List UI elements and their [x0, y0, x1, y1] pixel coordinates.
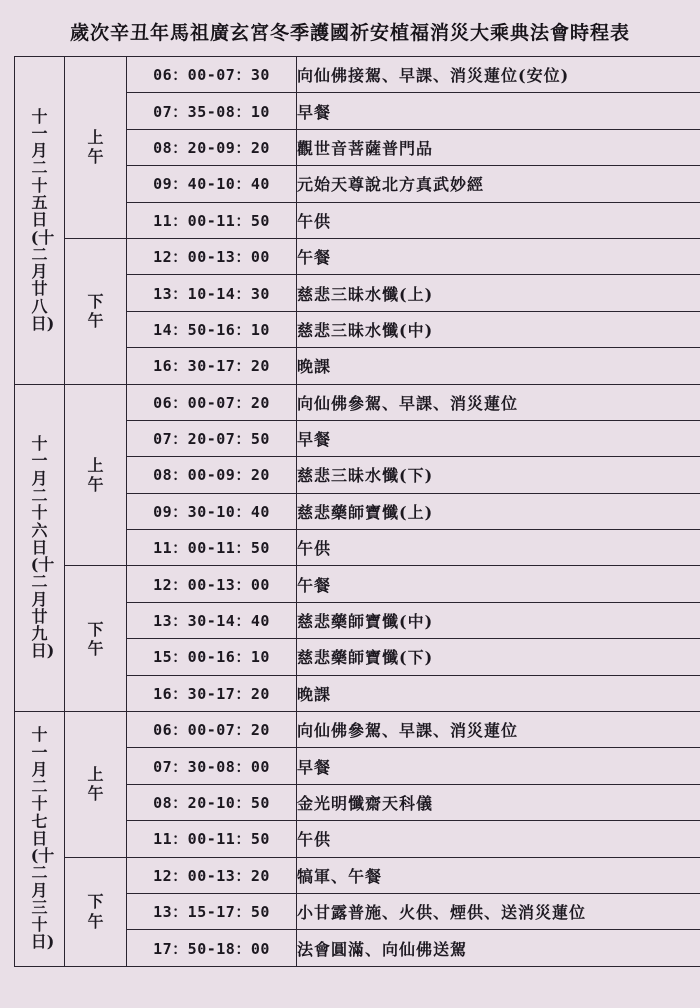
- activity-cell: 元始天尊說北方真武妙經: [297, 166, 700, 202]
- activity-cell: 法會圓滿、向仙佛送駕: [297, 930, 700, 966]
- day-date-label: 十一月二十七日(十二月三十日): [30, 725, 55, 952]
- time-cell: 16：30-17：20: [127, 675, 297, 711]
- activity-cell: 早餐: [297, 748, 700, 784]
- time-cell: 08：20-10：50: [127, 784, 297, 820]
- day-date-label: 十一月二十六日(十二月廿九日): [30, 434, 55, 661]
- time-cell: 07：35-08：10: [127, 93, 297, 129]
- time-cell: 06：00-07：20: [127, 384, 297, 420]
- schedule-body: [15, 57, 700, 967]
- activity-cell: 慈悲藥師寶懺(下): [297, 639, 700, 675]
- day-date-cell: [15, 384, 65, 712]
- period-label: 下午: [87, 292, 104, 331]
- table-row: [15, 857, 700, 893]
- time-cell: 08：00-09：20: [127, 457, 297, 493]
- time-cell: 09：40-10：40: [127, 166, 297, 202]
- activity-cell: 晚課: [297, 348, 700, 384]
- time-cell: 12：00-13：00: [127, 238, 297, 274]
- period-cell: [65, 238, 127, 384]
- activity-cell: 慈悲藥師寶懺(上): [297, 493, 700, 529]
- day-date-cell: [15, 57, 65, 385]
- time-cell: 14：50-16：10: [127, 311, 297, 347]
- period-label: 下午: [87, 619, 104, 658]
- time-cell: 13：10-14：30: [127, 275, 297, 311]
- time-cell: 11：00-11：50: [127, 530, 297, 566]
- time-cell: 16：30-17：20: [127, 348, 297, 384]
- period-cell: [65, 566, 127, 712]
- period-cell: [65, 712, 127, 858]
- activity-cell: 午供: [297, 202, 700, 238]
- time-cell: 17：50-18：00: [127, 930, 297, 966]
- table-row: [15, 57, 700, 93]
- time-cell: 06：00-07：30: [127, 57, 297, 93]
- activity-cell: 小甘露普施、火供、煙供、送消災蓮位: [297, 893, 700, 929]
- time-cell: 06：00-07：20: [127, 712, 297, 748]
- activity-cell: 向仙佛接駕、早課、消災蓮位(安位): [297, 57, 700, 93]
- period-cell: [65, 57, 127, 239]
- time-cell: 13：30-14：40: [127, 602, 297, 638]
- table-row: [15, 712, 700, 748]
- page-title: 歲次辛丑年馬祖廣玄宮冬季護國祈安植福消災大乘典法會時程表: [69, 22, 630, 44]
- activity-cell: 慈悲藥師寶懺(中): [297, 602, 700, 638]
- time-cell: 09：30-10：40: [127, 493, 297, 529]
- activity-cell: 早餐: [297, 420, 700, 456]
- day-date-label: 十一月二十五日(十二月廿八日): [30, 106, 55, 333]
- activity-cell: 向仙佛參駕、早課、消災蓮位: [297, 384, 700, 420]
- period-cell: [65, 384, 127, 566]
- activity-cell: 慈悲三昧水懺(中): [297, 311, 700, 347]
- period-label: 上午: [87, 128, 104, 167]
- time-cell: 15：00-16：10: [127, 639, 297, 675]
- period-label: 下午: [87, 892, 104, 931]
- period-label: 上午: [87, 765, 104, 804]
- time-cell: 12：00-13：20: [127, 857, 297, 893]
- activity-cell: 慈悲三昧水懺(下): [297, 457, 700, 493]
- activity-cell: 午餐: [297, 566, 700, 602]
- activity-cell: 晚課: [297, 675, 700, 711]
- schedule-table: [14, 56, 700, 967]
- activity-cell: 向仙佛參駕、早課、消災蓮位: [297, 712, 700, 748]
- period-label: 上午: [87, 455, 104, 494]
- activity-cell: 慈悲三昧水懺(上): [297, 275, 700, 311]
- table-row: [15, 566, 700, 602]
- time-cell: 11：00-11：50: [127, 821, 297, 857]
- table-row: [15, 384, 700, 420]
- activity-cell: 觀世音菩薩普門品: [297, 129, 700, 165]
- time-cell: 13：15-17：50: [127, 893, 297, 929]
- activity-cell: 犒軍、午餐: [297, 857, 700, 893]
- activity-cell: 午供: [297, 530, 700, 566]
- activity-cell: 金光明懺齋天科儀: [297, 784, 700, 820]
- activity-cell: 早餐: [297, 93, 700, 129]
- time-cell: 07：20-07：50: [127, 420, 297, 456]
- time-cell: 08：20-09：20: [127, 129, 297, 165]
- time-cell: 07：30-08：00: [127, 748, 297, 784]
- activity-cell: 午供: [297, 821, 700, 857]
- period-cell: [65, 857, 127, 966]
- activity-cell: 午餐: [297, 238, 700, 274]
- time-cell: 11：00-11：50: [127, 202, 297, 238]
- table-row: [15, 238, 700, 274]
- day-date-cell: [15, 712, 65, 967]
- time-cell: 12：00-13：00: [127, 566, 297, 602]
